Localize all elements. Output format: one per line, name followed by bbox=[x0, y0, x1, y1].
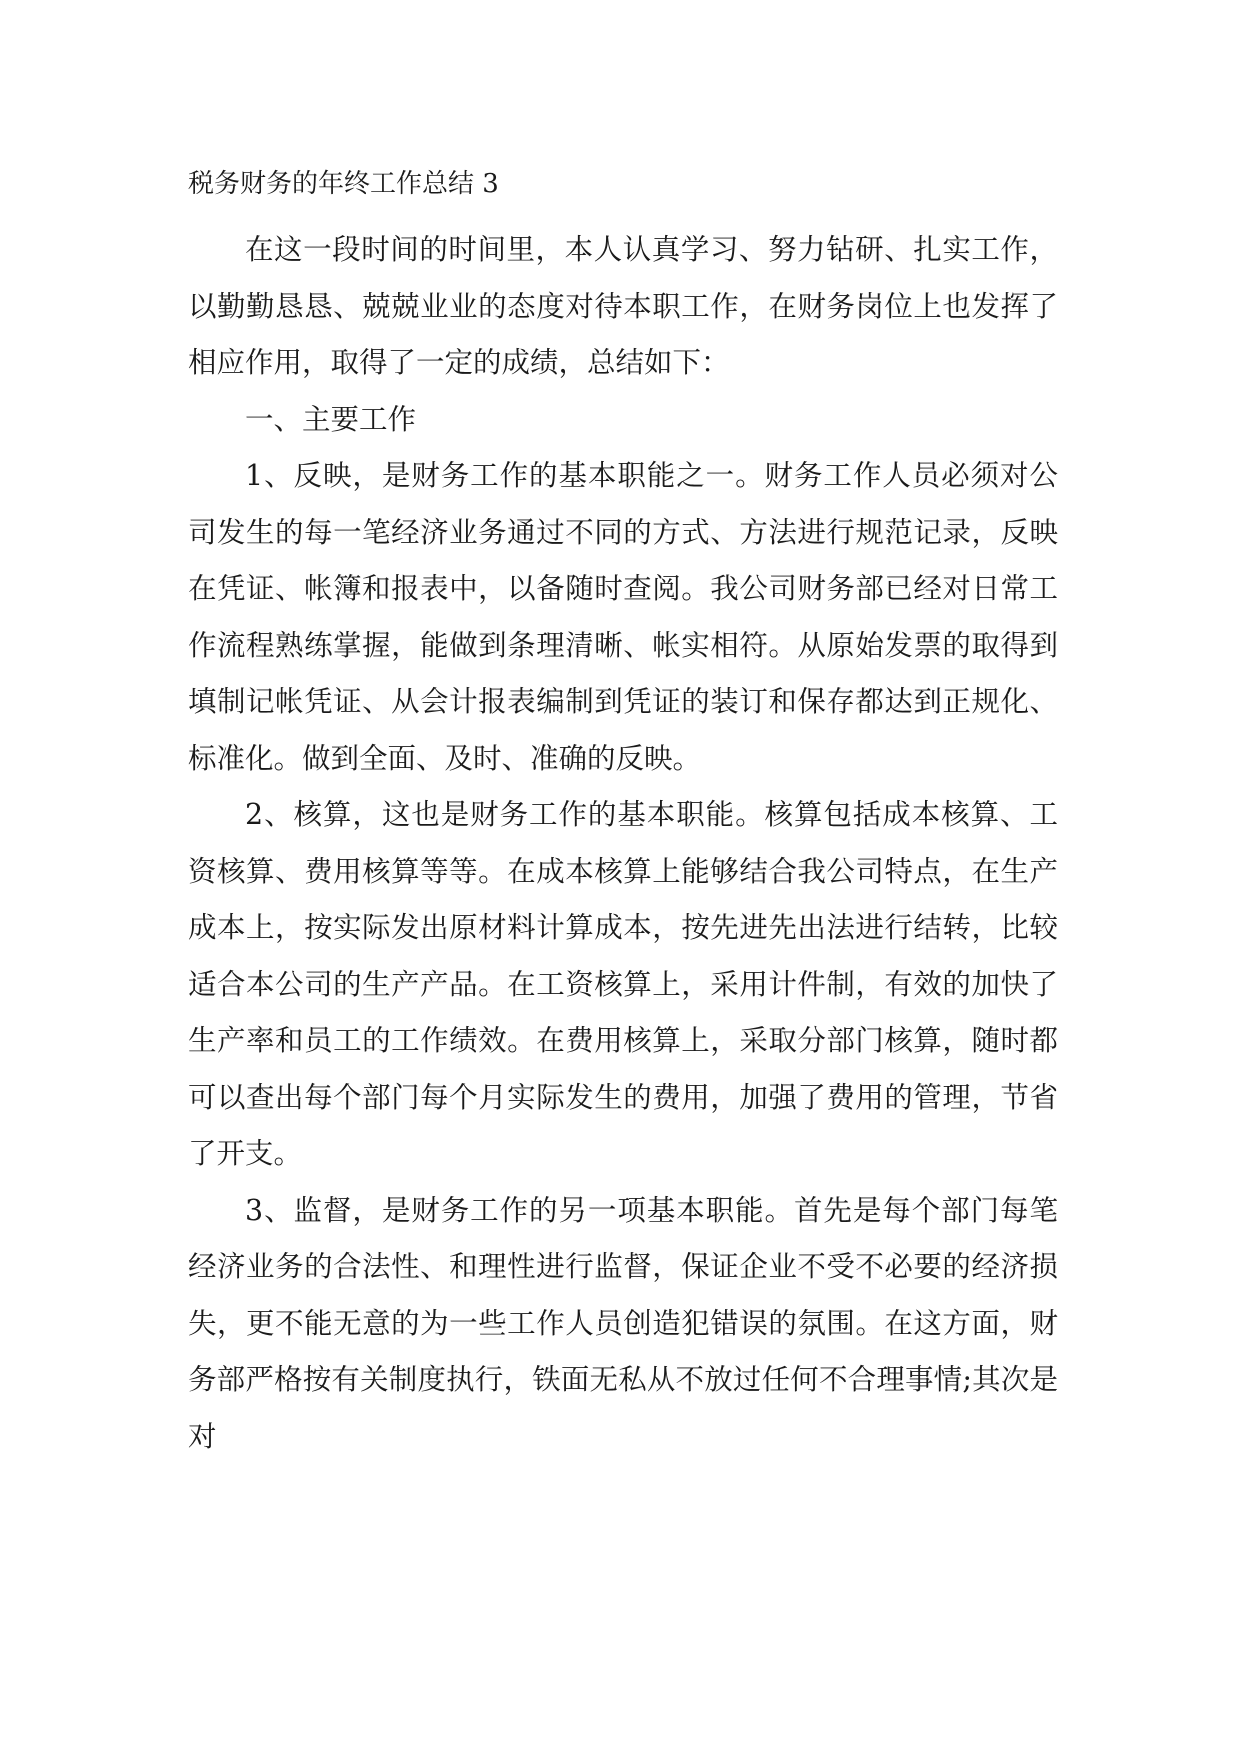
paragraph-supervision: 3、监督，是财务工作的另一项基本职能。首先是每个部门每笔经济业务的合法性、和理性进行监督，保证企业不受不必要的经济损失，更不能无意的为一些工作人员创造犯错误的氛围。在这方面，财务部严格按有关制度执行，铁面无私从不放过任何不合理事情;其次是对 bbox=[188, 1193, 1058, 1453]
section-heading-main-work: 一、主要工作 bbox=[245, 402, 417, 436]
paragraph-reflection: 1、反映，是财务工作的基本职能之一。财务工作人员必须对公司发生的每一笔经济业务通过不同的方式、方法进行规范记录，反映在凭证、帐簿和报表中，以备随时查阅。我公司财务部已经对日常工作流程熟练掌握，能做到条理清晰、帐实相符。从原始发票的取得到填制记帐凭证、从会计报表编制到凭证的装订和保存都达到正规化、标准化。做到全面、及时、准确的反映。 bbox=[188, 459, 1058, 775]
document-title: 税务财务的年终工作总结 3 bbox=[188, 169, 499, 199]
paragraph-intro: 在这一段时间的时间里，本人认真学习、努力钻研、扎实工作，以勤勤恳恳、兢兢业业的态度对待本职工作，在财务岗位上也发挥了相应作用，取得了一定的成绩，总结如下： bbox=[188, 233, 1058, 379]
document-body bbox=[188, 222, 1058, 1465]
paragraph-accounting: 2、核算，这也是财务工作的基本职能。核算包括成本核算、工资核算、费用核算等等。在成本核算上能够结合我公司特点，在生产成本上，按实际发出原材料计算成本，按先进先出法进行结转，比较适合本公司的生产产品。在工资核算上，采用计件制，有效的加快了生产率和员工的工作绩效。在费用核算上，采取分部门核算，随时都可以查出每个部门每个月实际发生的费用，加强了费用的管理，节省了开支。 bbox=[188, 798, 1058, 1170]
